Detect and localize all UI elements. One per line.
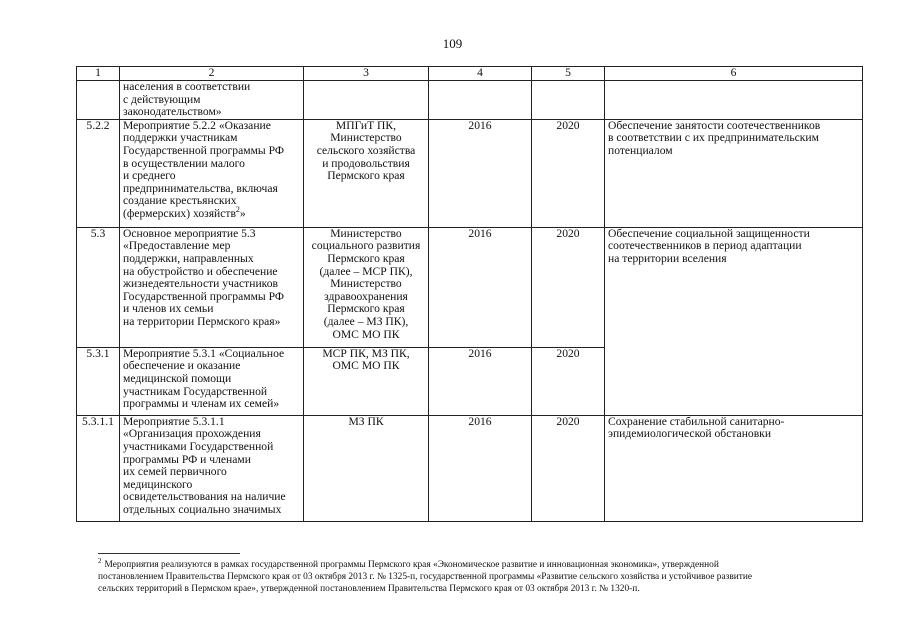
start-year-cell: 2016 <box>429 227 532 347</box>
page-number: 109 <box>442 36 463 51</box>
column-header: 5 <box>532 67 605 81</box>
column-header: 6 <box>605 67 863 81</box>
table-header-row <box>77 67 863 81</box>
result-cell: Обеспечение социальной защищенности соотечественников в период адаптации на территории вселения <box>605 227 863 415</box>
result-cell: Сохранение стабильной санитарно- эпидемиологической обстановки <box>605 415 863 521</box>
start-year-cell <box>429 81 532 120</box>
column-header: 4 <box>429 67 532 81</box>
start-year-cell: 2016 <box>429 347 532 415</box>
responsible-cell: МПГиТ ПК, Министерство сельского хозяйства и продовольствия Пермского края <box>304 119 429 227</box>
measure-cell: Мероприятие 5.3.1 «Социальное обеспечение и оказание медицинской помощи участникам Государственной программы и членам их семей» <box>120 347 304 415</box>
result-cell: Обеспечение занятости соотечественников в соответствии с их предпринимательским потенциалом <box>605 119 863 227</box>
column-header: 1 <box>77 67 120 81</box>
column-header: 2 <box>120 67 304 81</box>
end-year-cell: 2020 <box>532 119 605 227</box>
row-number-cell: 5.3 <box>77 227 120 347</box>
measure-cell: Основное мероприятие 5.3 «Предоставление мер поддержки, направленных на обустройство и обеспечение жизнедеятельности участников Государственной программы РФ и членов их семьи на территории Пермского края» <box>120 227 304 347</box>
end-year-cell <box>532 81 605 120</box>
footnote-text: постановлением Правительства Пермского края от 03 октября 2013 г. № 1325-п, государственной программы «Развитие сельского хозяйства и устойчивое развитие <box>98 572 753 582</box>
end-year-cell: 2020 <box>532 347 605 415</box>
footnote-text: Мероприятия реализуются в рамках государственной программы Пермского края «Экономическое развитие и инновационная экономика», утвержденной <box>104 560 719 570</box>
row-number-cell: 5.3.1 <box>77 347 120 415</box>
measure-cell: населения в соответствии с действующим законодательством» <box>120 81 304 120</box>
start-year-cell: 2016 <box>429 119 532 227</box>
footnote-text: сельских территорий в Пермском крае», утвержденной постановлением Правительства Пермского края от 03 октября 2013 г. № 1320-п. <box>98 584 640 594</box>
program-measures-table <box>76 66 863 522</box>
responsible-cell: МСР ПК, МЗ ПК, ОМС МО ПК <box>304 347 429 415</box>
table-row <box>77 227 863 347</box>
row-number-cell <box>77 81 120 120</box>
responsible-cell <box>304 81 429 120</box>
end-year-cell: 2020 <box>532 415 605 521</box>
footnote-divider <box>98 553 240 554</box>
footnote-reference: 2 <box>235 205 240 215</box>
responsible-cell: МЗ ПК <box>304 415 429 521</box>
table-row <box>77 119 863 227</box>
row-number-cell: 5.2.2 <box>77 119 120 227</box>
result-cell <box>605 81 863 120</box>
table-row <box>77 81 863 120</box>
start-year-cell: 2016 <box>429 415 532 521</box>
table-row <box>77 415 863 521</box>
responsible-cell: Министерство социального развития Пермского края (далее – МСР ПК), Министерство здравоохранения Пермского края (далее – МЗ ПК), ОМС МО ПК <box>304 227 429 347</box>
footnote-mark: 2 <box>98 556 102 565</box>
row-number-cell: 5.3.1.1 <box>77 415 120 521</box>
end-year-cell: 2020 <box>532 227 605 347</box>
footnote <box>98 556 866 595</box>
measure-cell: Мероприятие 5.3.1.1 «Организация прохождения участниками Государственной программы РФ и членами их семей первичного медицинского освидетельствования на наличие отдельных социально значимых <box>120 415 304 521</box>
column-header: 3 <box>304 67 429 81</box>
measure-cell: Мероприятие 5.2.2 «Оказание поддержки участникам Государственной программы РФ в осуществлении малого и среднего предпринимательства, включая создание крестьянских (фермерских) хозяйств$^2$» <box>120 119 304 227</box>
